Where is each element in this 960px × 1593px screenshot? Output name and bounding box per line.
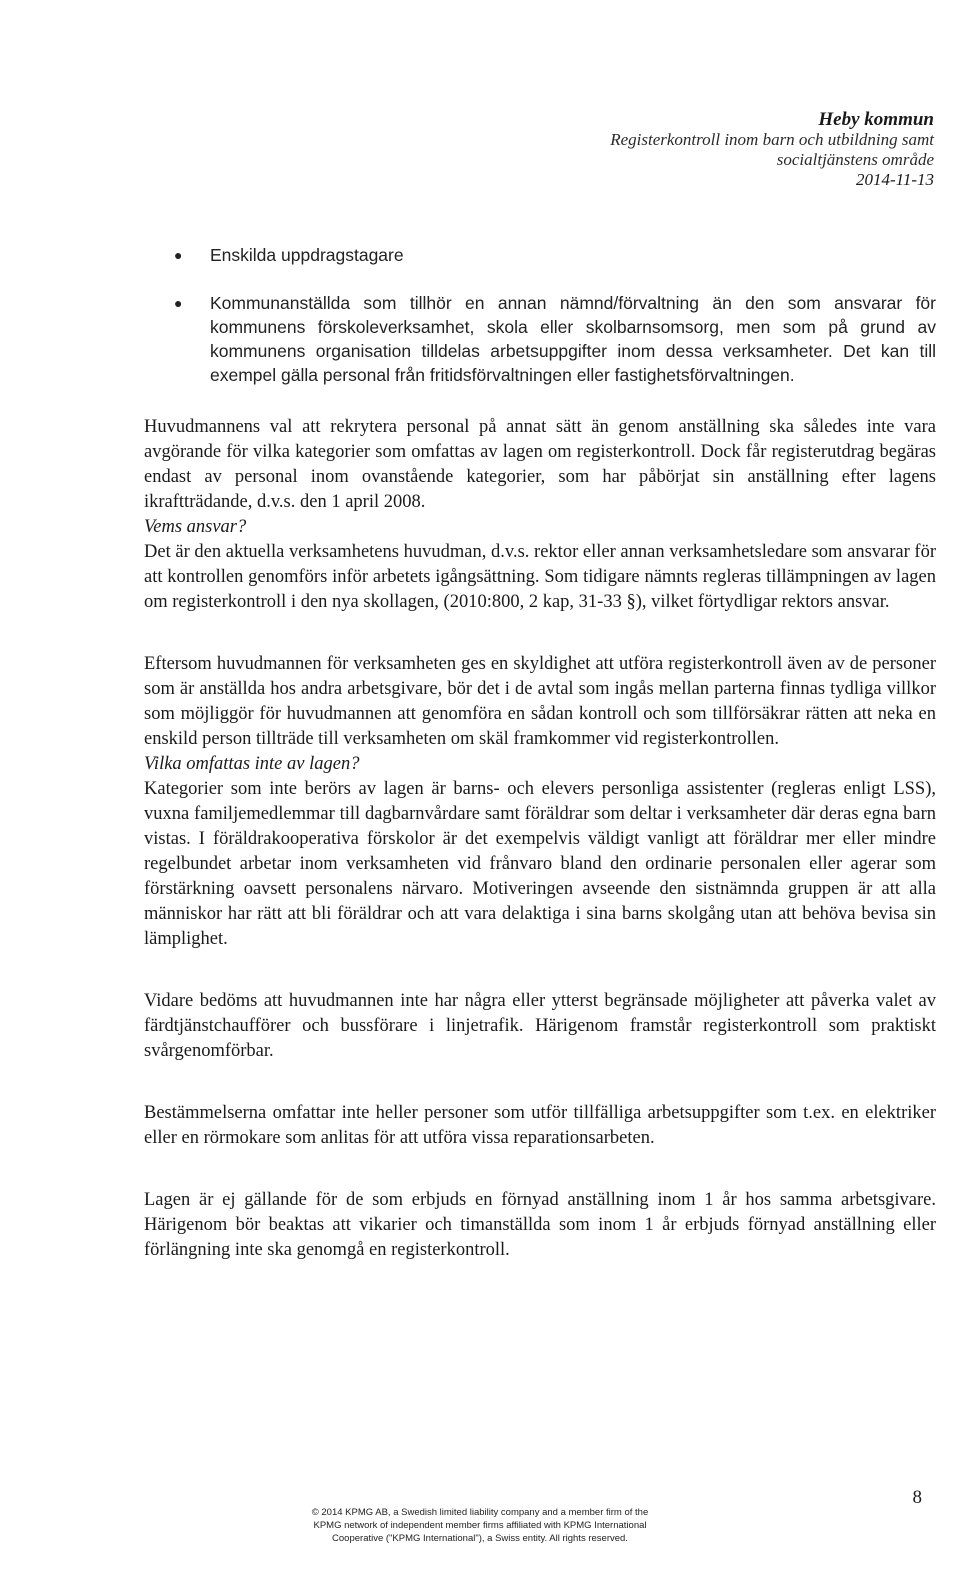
paragraph-not-covered: Kategorier som inte berörs av lagen är barns- och elevers personliga assistenter (regleras enligt LSS), vuxna familjemedlemmar till dagbarnvårdare samt föräldrar som deltar i verksamheter där deras egna barn vistas. I föräldrakooperativa förskolor är det exempelvis väldigt vanligt att föräldrar mer eller mindre regelbundet arbetar inom verksamheten vid frånvaro bland den ordinarie personalen eller agerar som förstärkning oavsett personalens närvaro. Motiveringen avseende den sistnämnda gruppen är att alla människor har rätt att bli föräldrar och att vara delaktiga i sina barns skolgång utan att behöva bevisa sin lämplighet. <box>144 779 936 949</box>
heading-responsibility: Vems ansvar? <box>144 517 247 537</box>
paragraph-contracts: Eftersom huvudmannen för verksamheten ges en skyldighet att utföra registerkontroll även av de personer som är anställda hos andra arbetsgivare, bör det i de avtal som ingås mellan parterna finnas tydliga villkor som möjliggör för huvudmannen att genomföra en sådan kontroll och som tillförsäkrar rätten att neka en enskild person tillträde till verksamheten om skäl framkommer vid registerkontrollen. <box>144 654 936 749</box>
paragraph-responsibility: Det är den aktuella verksamhetens huvudman, d.v.s. rektor eller annan verksamhetsledare som ansvarar för att kontrollen genomförs inför arbetets igångsättning. Som tidigare nämnts regleras tillämpningen av lagen om registerkontroll i den nya skollagen, (2010:800, 2 kap, 31-33 §), vilket förtydligar rektors ansvar. <box>144 542 936 612</box>
organization-name: Heby kommun <box>818 109 934 130</box>
footer-line: Cooperative ("KPMG International"), a Swiss entity. All rights reserved. <box>332 1533 628 1544</box>
bullet-list <box>144 243 936 387</box>
footer-line: KPMG network of independent member firms affiliated with KPMG International <box>313 1520 647 1531</box>
bullet-icon: ● <box>174 247 183 263</box>
document-body <box>144 243 936 1263</box>
footer-line: © 2014 KPMG AB, a Swedish limited liability company and a member firm of the <box>311 1507 649 1518</box>
page-number: 8 <box>912 1487 922 1508</box>
paragraph-recruitment: Huvudmannens val att rekrytera personal på annat sätt än genom anställning ska således inte vara avgörande för vilka kategorier som omfattas av lagen om registerkontroll. Dock får registerutdrag begäras endast av personal inom ovanstående kategorier, som har påbörjat sin anställning efter lagens ikraftträdande, d.v.s. den 1 april 2008. <box>144 417 936 512</box>
paragraph-transport: Vidare bedöms att huvudmannen inte har några eller ytterst begränsade möjligheter att påverka valet av färdtjänstchaufförer och bussförare i linjetrafik. Härigenom framstår registerkontroll som praktiskt svårgenomförbar. <box>144 991 936 1061</box>
heading-not-covered: Vilka omfattas inte av lagen? <box>144 754 360 774</box>
bullet-item <box>144 243 936 267</box>
bullet-text: Enskilda uppdragstagare <box>210 245 404 265</box>
report-title-line1: Registerkontroll inom barn och utbildning samt <box>610 130 934 149</box>
bullet-text: Kommunanställda som tillhör en annan nämnd/förvaltning än den som ansvarar för kommunens förskoleverksamhet, skola eller skolbarnsomsorg, men som på grund av kommunens organisation tilldelas arbetsuppgifter inom dessa verksamheter. Det kan till exempel gälla personal från fritidsförvaltningen eller fastighetsförvaltningen. <box>210 293 936 385</box>
bullet-icon: ● <box>174 295 183 311</box>
paragraph-temporary-work: Bestämmelserna omfattar inte heller personer som utför tillfälliga arbetsuppgifter som t.ex. en elektriker eller en rörmokare som anlitas för att utföra vissa reparationsarbeten. <box>144 1103 936 1148</box>
document-footer <box>0 1506 960 1545</box>
report-date: 2014-11-13 <box>855 170 934 189</box>
bullet-item <box>144 291 936 387</box>
paragraph-renewed-employment: Lagen är ej gällande för de som erbjuds en förnyad anställning inom 1 år hos samma arbetsgivare. Härigenom bör beaktas att vikarier och timanställda som inom 1 år erbjuds förnyad anställning eller förlängning inte ska genomgå en registerkontroll. <box>144 1190 936 1260</box>
report-title-line2: socialtjänstens område <box>776 150 934 169</box>
document-header <box>610 110 934 190</box>
